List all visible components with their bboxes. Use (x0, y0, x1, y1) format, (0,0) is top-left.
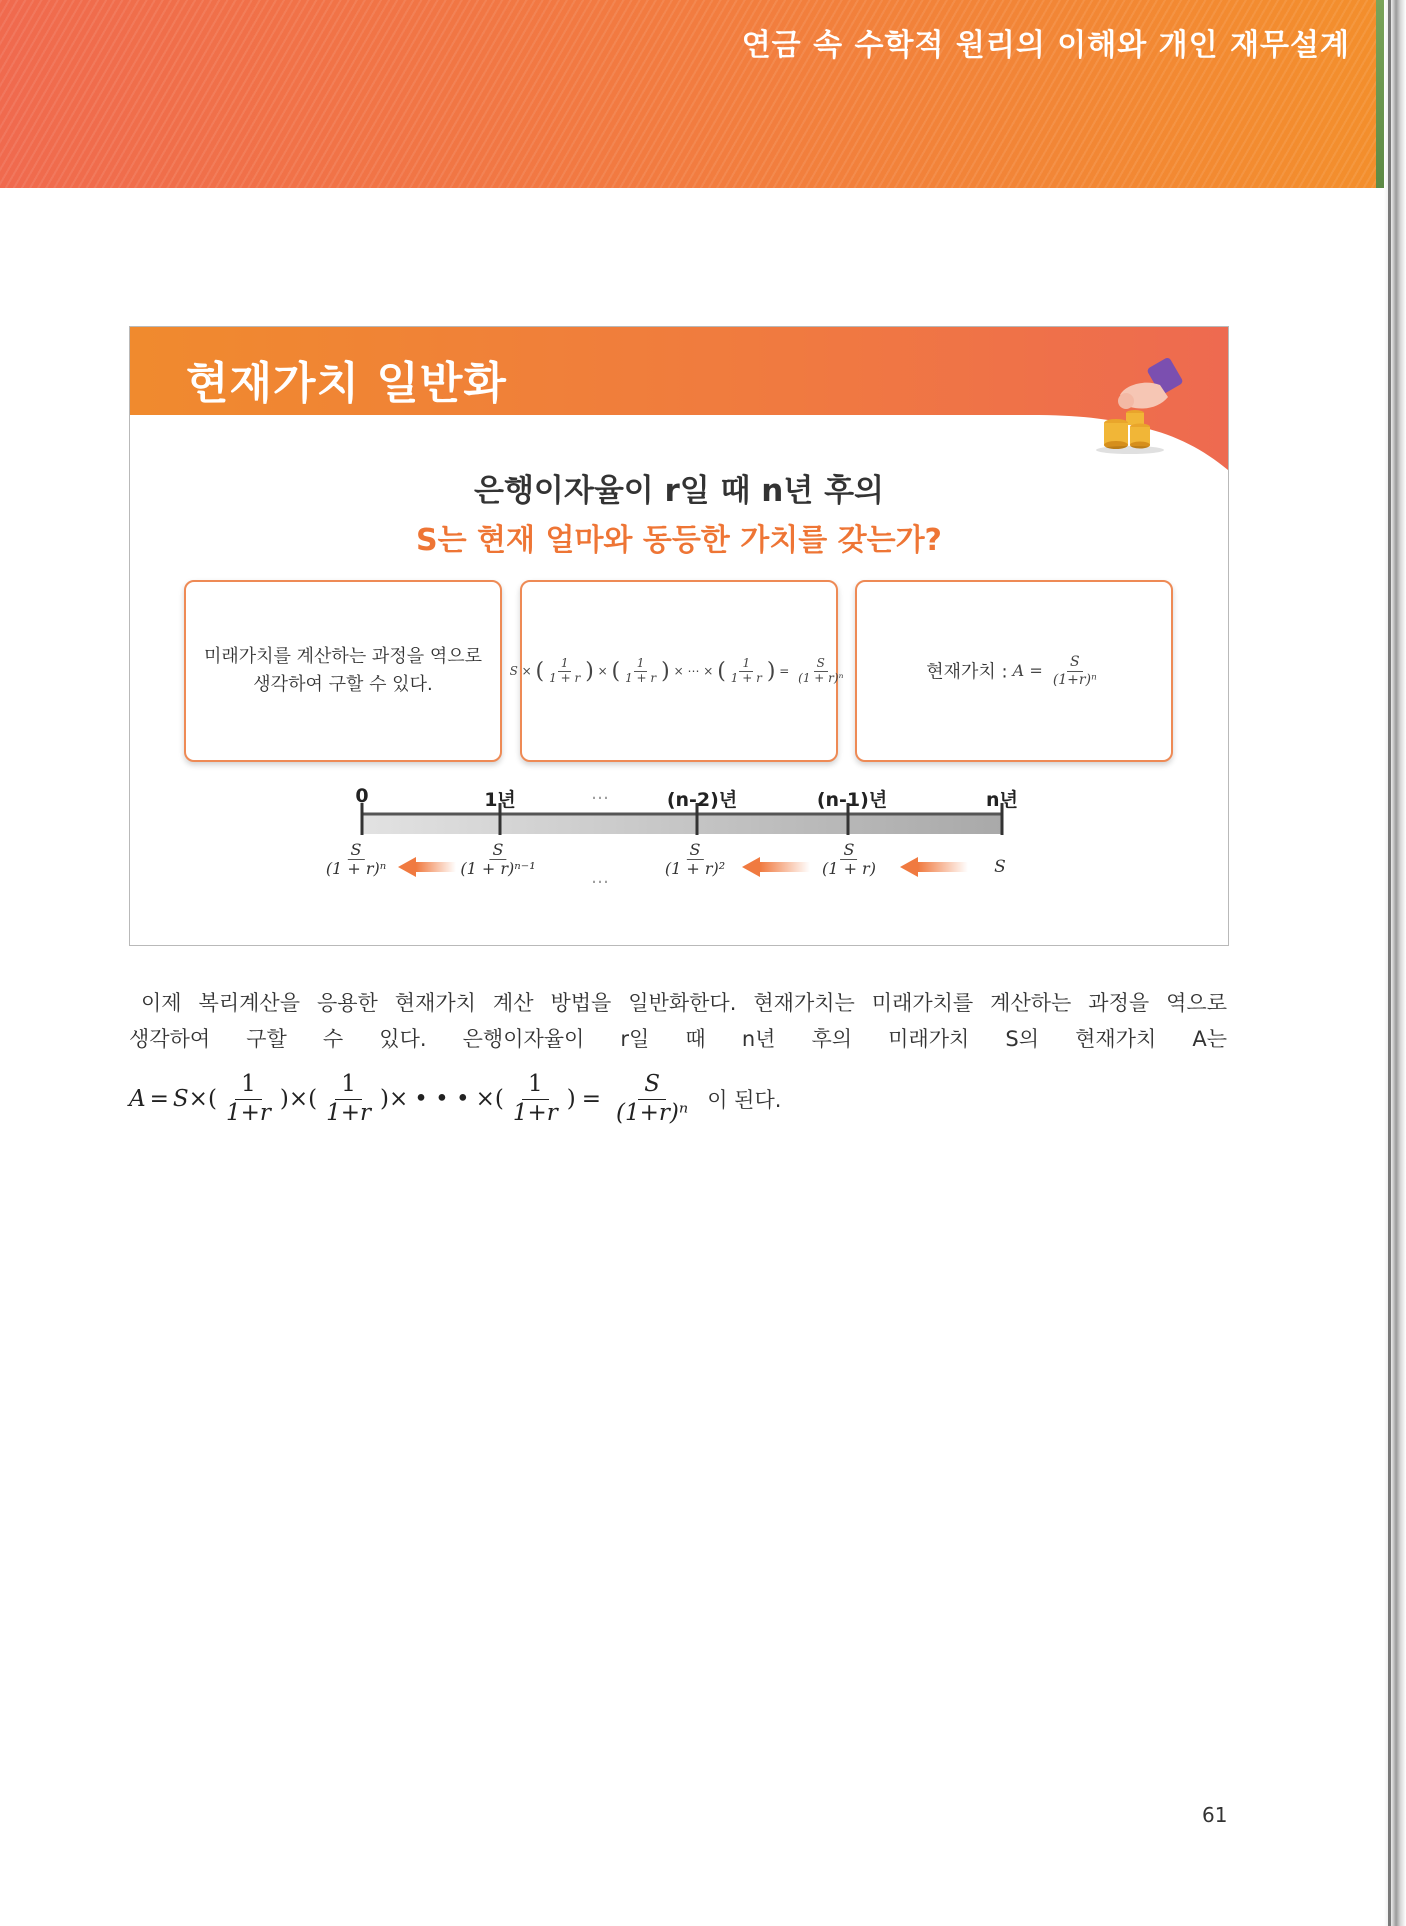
formula-fraction-b-num: 1 (335, 1071, 362, 1100)
formula-times-c: × (388, 1086, 409, 1112)
timeline-bar (362, 814, 1002, 834)
fraction-1-denominator: 1 + r (549, 670, 581, 685)
formula-times-2: × (597, 663, 608, 678)
present-value-numerator: S (1067, 654, 1083, 671)
formula-fraction-c (507, 1071, 564, 1127)
body-line-1: 이제 복리계산을 응용한 현재가치 계산 방법을 일반화한다. 현재가치는 미래가치를 계산하는 과정을 역으로 (141, 991, 1227, 1015)
formula-times-4: × (703, 663, 714, 678)
timeline-label-1: 1년 (484, 789, 516, 811)
paren-close-1: ) (585, 658, 594, 684)
card-explanation-text: 미래가치를 계산하는 과정을 역으로 생각하여 구할 수 있다. (204, 646, 482, 695)
paren-close-2: ) (661, 658, 670, 684)
formula-times-b: × (288, 1086, 309, 1112)
header-edge-accent (1376, 0, 1384, 188)
timeline-label-n-1: (n-1)년 (816, 789, 888, 811)
timeline-value-1-fraction (457, 841, 538, 879)
formula-equals: = (779, 663, 790, 678)
timeline-value-2-num: S (687, 841, 704, 860)
timeline-value-0-num: S (348, 841, 365, 860)
timeline-value-1-num: S (490, 841, 507, 860)
formula-times-a: × (188, 1086, 208, 1112)
fraction-3-numerator: 1 (739, 657, 753, 672)
fraction-2-denominator: 1 + r (625, 670, 657, 685)
formula-fraction-a-num: 1 (235, 1071, 262, 1100)
formula-lparen-3: ( (494, 1086, 504, 1112)
timeline-value-1 (455, 841, 540, 879)
formula-rparen-1: ) (279, 1086, 289, 1112)
paren-open-2: ( (611, 658, 621, 684)
timeline-value-1-den: (1 + r)ⁿ⁻¹ (460, 859, 536, 879)
formula-result-den: (1+r)ⁿ (616, 1099, 689, 1126)
present-value-label: 현재가치 : (926, 662, 1008, 683)
timeline-value-n-2 (660, 841, 730, 879)
timeline-label-n: n년 (986, 789, 1018, 811)
timeline-value-0-den: (1 + r)ⁿ (325, 859, 387, 879)
formula-result-num: S (638, 1071, 666, 1100)
formula-rparen-2: ) (380, 1086, 389, 1112)
fraction-3-denominator: 1 + r (730, 670, 762, 685)
timeline-value-3-den: (1 + r) (822, 859, 876, 879)
result-numerator: S (814, 657, 828, 672)
timeline-value-n-1 (817, 841, 881, 879)
arrow-left-icon (398, 857, 456, 877)
formula-fraction-a (220, 1071, 277, 1127)
slide-title: 현재가치 일반화 (186, 358, 507, 409)
timeline-value-0 (321, 841, 391, 879)
formula-eq-2: = (581, 1086, 602, 1112)
timeline-value-2-fraction (662, 841, 728, 879)
arrow-left-icon (742, 857, 810, 877)
paren-open-1: ( (535, 658, 545, 684)
formula-s: S (509, 663, 518, 678)
timeline-value-0-fraction (323, 841, 389, 879)
result-denominator: (1 + r)ⁿ (798, 670, 844, 685)
timeline-value-2-den: (1 + r)² (664, 859, 726, 879)
formula-times-1: × (521, 663, 532, 678)
timeline-value-3-num: S (841, 841, 858, 860)
formula-s-var: S (172, 1086, 189, 1112)
header-band (0, 0, 1384, 188)
formula-fraction-c-num: 1 (522, 1071, 549, 1100)
formula-tail-text: 이 된다. (707, 1088, 782, 1112)
present-value-formula (129, 1064, 781, 1134)
formula-lparen-1: ( (207, 1086, 217, 1112)
formula-dots: • • • (414, 1086, 470, 1112)
body-line-2: 생각하여 구할 수 있다. 은행이자율이 r일 때 n년 후의 미래가치 S의 현재가치 A는 (129, 1027, 1227, 1051)
formula-times-d: × (475, 1086, 495, 1112)
body-paragraph (129, 985, 1227, 1057)
formula-fraction-b-den: 1+r (326, 1099, 371, 1126)
formula-a: A (129, 1086, 146, 1112)
formula-times-3: × (673, 663, 684, 678)
present-value-denominator: (1+r)ⁿ (1052, 671, 1097, 688)
slide-figure (129, 326, 1229, 946)
timeline-value-3-fraction (819, 841, 879, 879)
page-number: 61 (1202, 1803, 1228, 1827)
fraction-2-numerator: 1 (634, 657, 648, 672)
question-line-2: S는 현재 얼마와 동등한 가치를 갖는가? (416, 523, 942, 558)
paren-close-3: ) (766, 658, 776, 684)
formula-rparen-3: ) (566, 1086, 576, 1112)
formula-result (610, 1071, 694, 1127)
formula-fraction-a-den: 1+r (225, 1099, 271, 1126)
question-line-1: 은행이자율이 r일 때 n년 후의 (474, 473, 884, 509)
timeline-label-0: 0 (355, 785, 369, 807)
formula-eq-1: = (149, 1086, 169, 1112)
paren-open-3: ( (717, 658, 726, 684)
timeline-label-n-2: (n-2)년 (666, 789, 738, 811)
fraction-1-numerator: 1 (558, 657, 572, 672)
page-edge (1384, 0, 1406, 1926)
formula-fraction-b (320, 1071, 377, 1127)
timeline-bottom-ellipsis: … (591, 867, 609, 888)
formula-fraction-c-den: 1+r (512, 1099, 558, 1126)
arrow-left-icon (900, 857, 968, 877)
chapter-title: 연금 속 수학적 원리의 이해와 개인 재무설계 (741, 28, 1350, 63)
formula-lparen-2: ( (308, 1086, 318, 1112)
timeline-ellipsis: … (591, 783, 609, 804)
formula-cdots: ⋯ (687, 663, 700, 678)
present-value-lhs: A = (1012, 661, 1043, 681)
timeline-value-n: S (994, 857, 1006, 877)
